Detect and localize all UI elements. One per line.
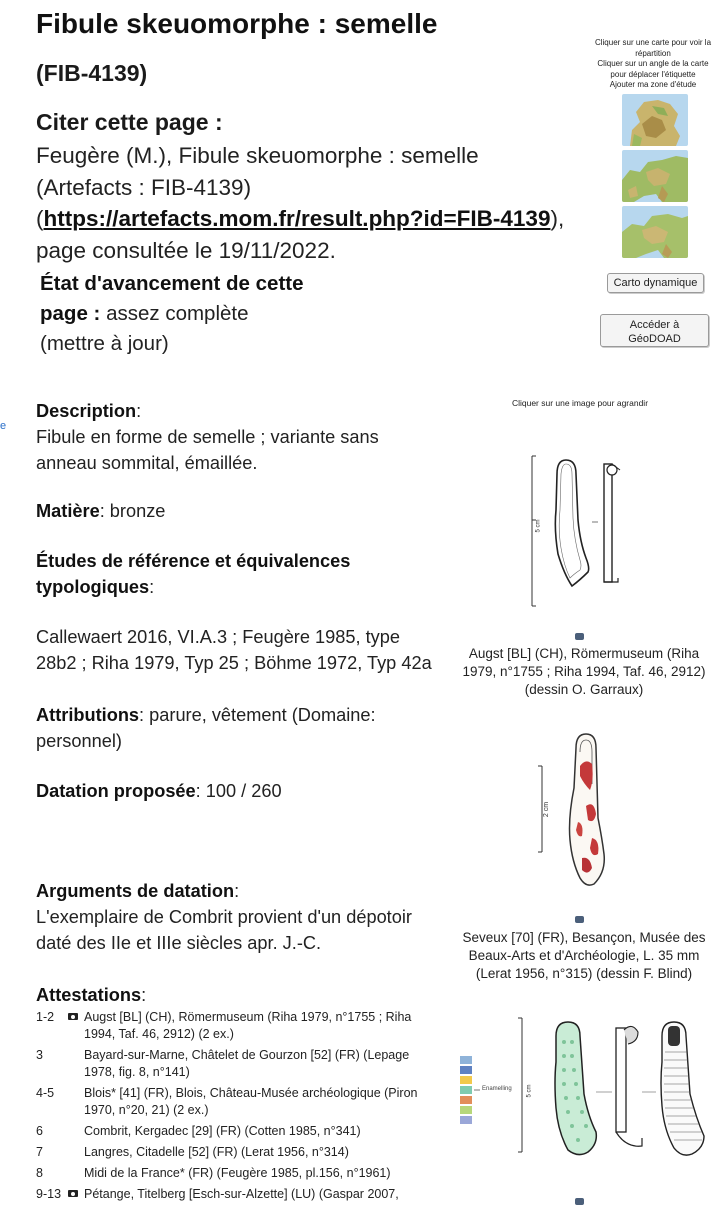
citation-line-2: (Artefacts : FIB-4139) <box>36 174 252 200</box>
update-status-link[interactable]: (mettre à jour) <box>40 332 169 355</box>
citation-line-1: Feugère (M.), Fibule skeuomorphe : semelle <box>36 143 479 168</box>
camera-icon[interactable] <box>575 633 584 640</box>
map-note-2: Cliquer sur un angle de la carte pour déplacer l'étiquette <box>597 59 709 79</box>
consulted-date: page consultée le 19/11/2022. <box>36 237 336 263</box>
camera-icon[interactable] <box>68 1190 78 1197</box>
attestations-list <box>36 1009 441 1207</box>
attestation-number: 1-2 <box>36 1010 55 1024</box>
fig2-scale: 2 cm <box>543 801 551 818</box>
attestation-row[interactable] <box>36 1144 441 1161</box>
attestation-text: Combrit, Kergadec [29] (FR) (Cotten 1985, n°341) <box>84 1124 361 1138</box>
map-instructions <box>590 38 716 91</box>
attestation-text: Bayard-sur-Marne, Châtelet de Gourzon [52] (FR) (Lepage 1978, fig. 8, n°141) <box>84 1048 410 1079</box>
geodoad-line-2: GéoDOAD <box>628 333 681 345</box>
attributions-value: parure, vêtement (Domaine: personnel) <box>36 705 376 751</box>
attestation-number: 7 <box>36 1145 43 1159</box>
fibula-drawing-1[interactable] <box>524 450 644 612</box>
etudes-value: Callewaert 2016, VI.A.3 ; Feugère 1985, type 28b2 ; Riha 1979, Typ 25 ; Böhme 1972, Typ 42a <box>36 627 432 673</box>
attestation-number: 9-13 <box>36 1187 62 1201</box>
map-thumbnail-3[interactable] <box>622 206 688 258</box>
carto-dynamique-button[interactable]: Carto dynamique <box>607 273 704 293</box>
attestations-label: Attestations <box>36 985 142 1005</box>
arguments-text: L'exemplaire de Combrit provient d'un dépotoir daté des IIe et IIIe siècles apr. J.-C. <box>36 907 412 953</box>
attestation-number: 3 <box>36 1048 43 1062</box>
cite-heading: Citer cette page : <box>36 109 223 135</box>
status-page-label: page : <box>40 302 101 325</box>
fig1-scale: 5 cm <box>535 519 542 533</box>
attestation-row[interactable] <box>36 1165 441 1182</box>
map-thumbnail-1[interactable] <box>622 94 688 146</box>
arguments-section: Arguments de datation: L'exemplaire de Combrit provient d'un dépotoir daté des IIe et IIIe siècles apr. J.-C. <box>36 878 441 956</box>
etudes-label: Études de référence et équivalences typologiques <box>36 551 351 597</box>
fig3-scale: 5 cm <box>526 1084 533 1098</box>
description-label: Description <box>36 401 137 421</box>
datation-value: 100 / 260 <box>205 781 282 801</box>
geodoad-line-1: Accéder à <box>629 319 680 331</box>
datation-label: Datation proposée <box>36 781 196 801</box>
map-note-1: Cliquer sur une carte pour voir la répartition <box>594 38 712 58</box>
fibula-drawing-2[interactable] <box>534 728 644 894</box>
attestation-row[interactable] <box>36 1047 441 1081</box>
matiere-label: Matière <box>36 501 100 521</box>
camera-icon[interactable] <box>68 1013 78 1020</box>
fig3-label: Enamelling <box>482 1086 512 1092</box>
fig2-caption: Seveux [70] (FR), Besançon, Musée des Beaux-Arts et d'Archéologie, L. 35 mm (Lerat 1956, n°315) (dessin F. Blind) <box>462 930 706 981</box>
attestation-number: 4-5 <box>36 1086 55 1100</box>
attributions-label: Attributions <box>36 705 140 725</box>
citation-text <box>36 140 596 266</box>
side-marker[interactable]: e <box>0 420 7 432</box>
object-code: (FIB-4139) <box>36 60 148 86</box>
arguments-label: Arguments de datation <box>36 881 235 901</box>
attestation-number: 6 <box>36 1124 43 1138</box>
attestation-text: Pétange, Titelberg [Esch-sur-Alzette] (LU) (Gaspar 2007, <box>84 1187 399 1201</box>
attestation-row[interactable] <box>36 1085 441 1119</box>
description-text: Fibule en forme de semelle ; variante sans anneau sommital, émaillée. <box>36 427 379 473</box>
citation-url-link[interactable]: https://artefacts.mom.fr/result.php?id=FIB-4139 <box>43 206 551 231</box>
camera-icon[interactable] <box>575 916 584 923</box>
status-block <box>40 269 380 359</box>
fig1-caption: Augst [BL] (CH), Römermuseum (Riha 1979, n°1755 ; Riha 1994, Taf. 46, 2912) (dessin O. Garraux) <box>462 646 706 697</box>
open-paren: ( <box>36 206 44 231</box>
citation-url-line <box>36 203 596 235</box>
attestations-heading: Attestations: <box>36 985 147 1005</box>
attestation-text: Blois* [41] (FR), Blois, Château-Musée archéologique (Piron 1970, n°20, 21) (2 ex.) <box>84 1086 418 1117</box>
attestation-text: Augst [BL] (CH), Römermuseum (Riha 1979, n°1755 ; Riha 1994, Taf. 46, 2912) (2 ex.) <box>84 1010 412 1041</box>
attributions-section: Attributions: parure, vêtement (Domaine: personnel) <box>36 705 376 751</box>
status-value: assez complète <box>106 302 249 325</box>
etudes-section: Études de référence et équivalences typologiques: <box>36 551 351 597</box>
attestation-row[interactable] <box>36 1009 441 1043</box>
add-study-zone-link[interactable]: Ajouter ma zone d'étude <box>609 80 697 89</box>
geodoad-button[interactable] <box>600 314 709 347</box>
attestation-text: Midi de la France* (FR) (Feugère 1985, pl.156, n°1961) <box>84 1166 391 1180</box>
attestation-number: 8 <box>36 1166 43 1180</box>
image-enlarge-note: Cliquer sur une image pour agrandir <box>511 398 649 408</box>
matiere-value: bronze <box>109 501 166 521</box>
attestation-text: Langres, Citadelle [52] (FR) (Lerat 1956, n°314) <box>84 1145 349 1159</box>
camera-icon[interactable] <box>575 1198 584 1205</box>
page-title: Fibule skeuomorphe : semelle <box>36 8 438 39</box>
attestation-row[interactable] <box>36 1123 441 1140</box>
description-section: Description: Fibule en forme de semelle ; variante sans anneau sommital, émaillée. <box>36 398 441 476</box>
status-heading: État d'avancement de cette <box>40 272 304 295</box>
attestation-row[interactable] <box>36 1186 441 1203</box>
close-paren: ), <box>550 206 565 231</box>
matiere-section: Matière: bronze <box>36 501 166 521</box>
datation-section: Datation proposée: 100 / 260 <box>36 781 282 801</box>
map-thumbnail-2[interactable] <box>622 150 688 202</box>
